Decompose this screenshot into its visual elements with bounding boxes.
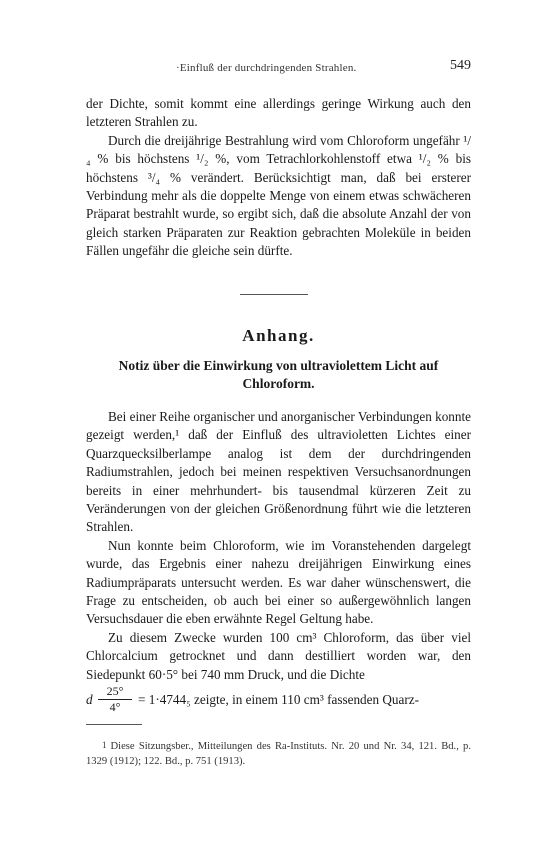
paragraph: der Dichte, somit kommt eine allerdings geringe Wirkung auch den letzteren Strahlen zu. (86, 96, 471, 130)
paragraph: Nun konnte beim Chloroform, wie im Voranstehenden dargelegt wurde, das Ergebnis einer nahezu dreijährigen Einwirkung eines Radiumpräparats untersucht werden. Es war daher wünschenswert, die Frage zu entscheiden, ob auch bei einer so außergewöhnlich langen Versuchsdauer die eben erwähnte Regel Geltung habe. (86, 537, 471, 627)
formula-symbol: d (86, 692, 93, 707)
footnote-divider (86, 724, 142, 725)
paragraph: Bei einer Reihe organischer und anorganischer Verbindungen konnte gezeigt werden,¹ daß der Einfluß des ultravioletten Lichtes einer Quarzquecksilberlampe analog ist dem der durchdringenden Radiumstrahlen, jedoch bei meinen respektiven Versuchsanordnungen bereits in einer mehrhundert- bis tausendmal kürzeren Zeit zu Veränderungen von der gleichen Größenordnung führt wie die letzteren Strahlen. (86, 409, 471, 535)
running-header (86, 58, 471, 80)
body-text-top (86, 95, 471, 261)
paragraph: Durch die dreijährige Bestrahlung wird vom Chloroform ungefähr ¹/₄ % bis höchstens ¹/₂ %, vom Tetrachlorkohlenstoff etwa ¹/₂ % bis höchstens ³/₄ % verändert. Berücksichtigt man, daß bei ersterer Verbindung mehr als die doppelte Menge von einem etwas schwächeren Präparat bestrahlt wurde, so ergibt sich, daß die absolute Anzahl der von gleich starken Präparaten zur Reaktion gebrachten Moleküle in beiden Fällen ungefähr die gleiche sein dürfte. (86, 132, 471, 259)
body-text-bottom (86, 408, 471, 684)
section-divider (240, 294, 308, 295)
paragraph: Zu diesem Zwecke wurden 100 cm³ Chloroform, das über viel Chlorcalcium getrocknet und dann destilliert worden war, den Siedepunkt 60·5° bei 740 mm Druck, und die Dichte (86, 629, 471, 682)
footnote (86, 738, 471, 769)
formula-numerator: 25° (106, 684, 124, 698)
formula-denominator: 4° (98, 699, 132, 715)
formula-continuation: = 1·4744₅ zeigte, in einem 110 cm³ fassenden Quarz- (138, 692, 419, 707)
footnote-mark: 1 (102, 740, 107, 750)
section-title: Anhang. (242, 326, 315, 345)
running-header-title: ·Einfluß der durchdringenden Strahlen. (176, 62, 357, 74)
section-subtitle: Notiz über die Einwirkung von ultraviolettem Licht auf Chloroform. (118, 358, 439, 391)
page-number: 549 (450, 58, 471, 73)
density-formula (86, 684, 471, 718)
formula-fraction (98, 684, 132, 715)
footnote-text: Diese Sitzungsber., Mitteilungen des Ra-Instituts. Nr. 20 und Nr. 34, 121. Bd., p. 1329 (1912); 122. Bd., p. 751 (1913). (86, 741, 471, 767)
